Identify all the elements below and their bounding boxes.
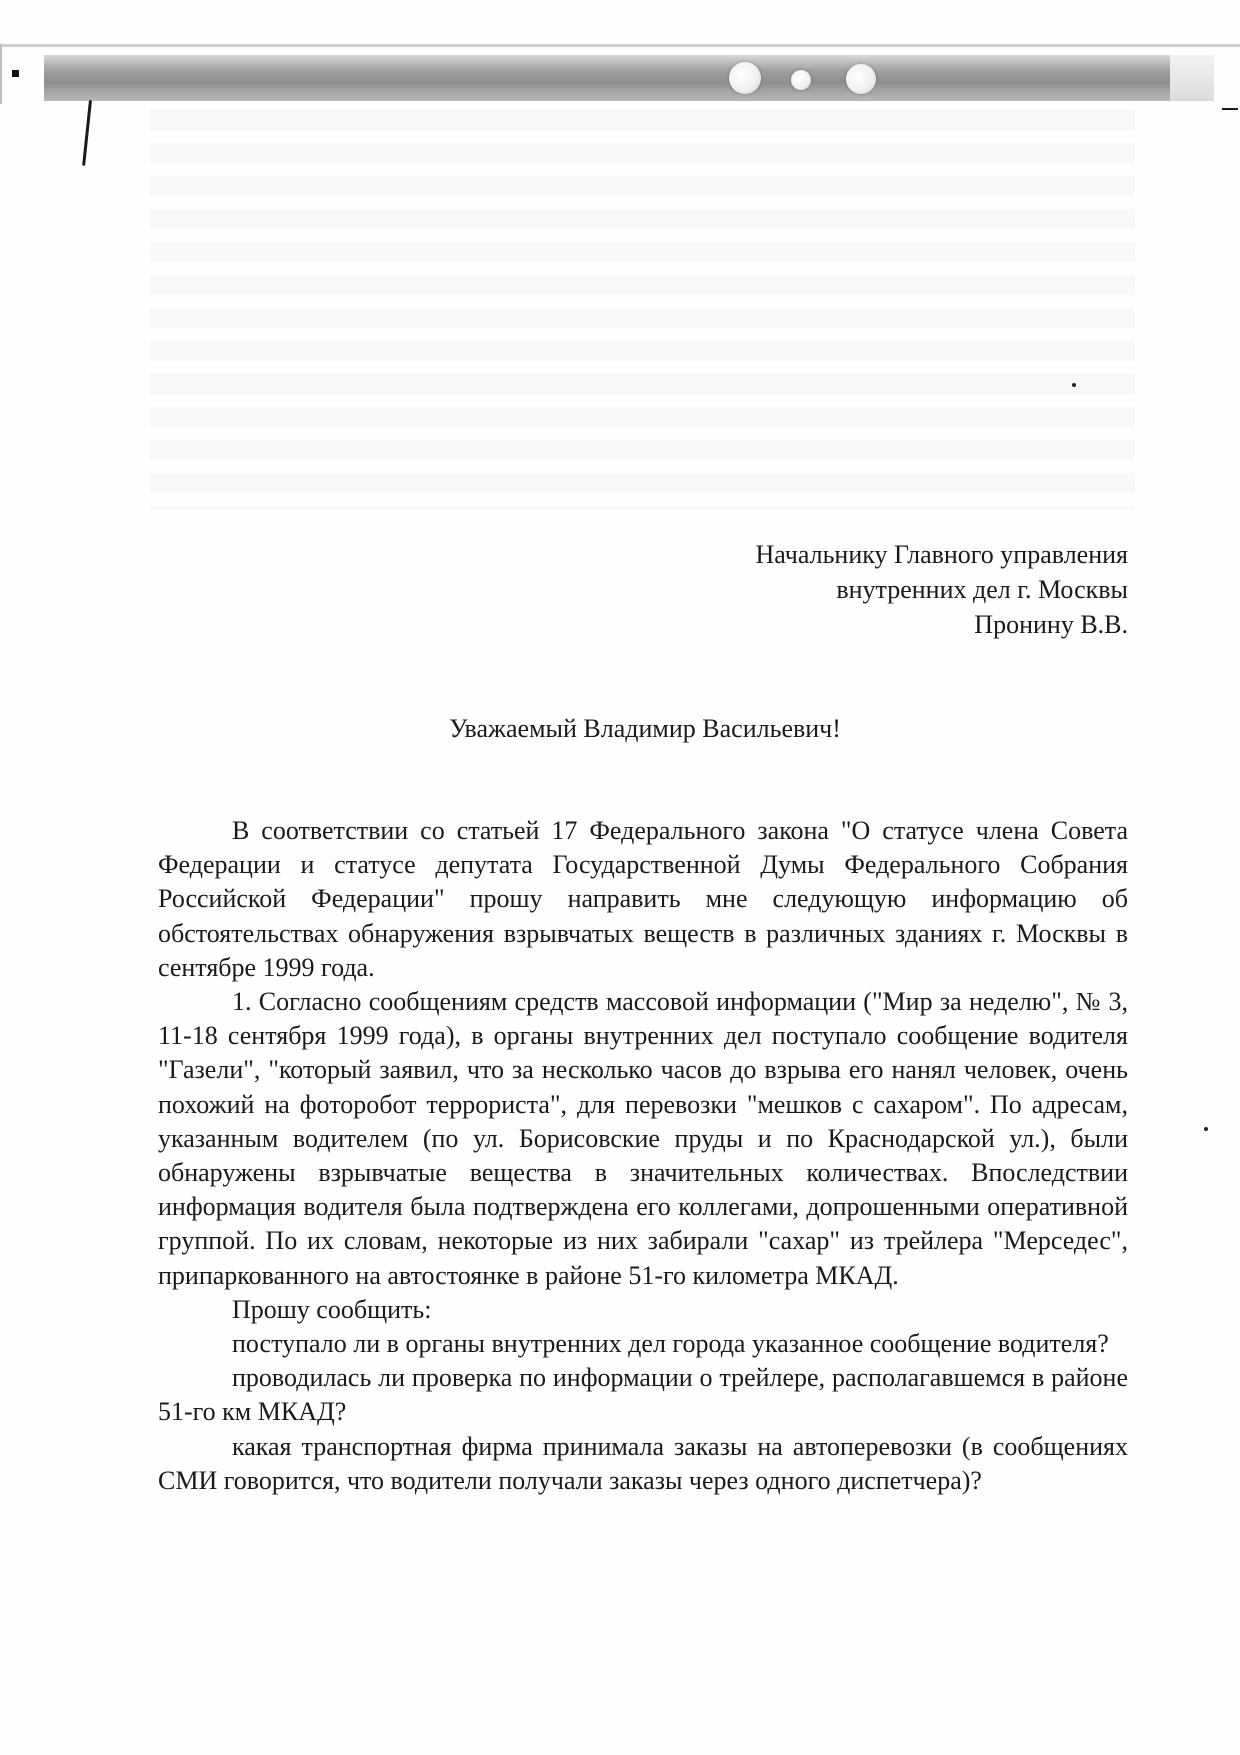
paragraph: проводилась ли проверка по информации о трейлере, располагавшемся в районе 51-го км МКАД? [158,1363,1128,1427]
paragraph: В соответствии со статьей 17 Федерального закона "О статусе члена Совета Федерации и статусе депутата Государственной Думы Федерального Собрания Российской Федерации" прошу направить мне следующую информацию об обстоятельствах обнаружения взрывчатых веществ в различных зданиях г. Москвы в сентябре 1999 года. [158,816,1128,982]
scanner-marker [12,70,19,77]
punch-hole-left [729,62,761,94]
punch-hole-center [791,70,811,90]
bleed-through-text [150,110,1135,510]
salutation: Уважаемый Владимир Васильевич! [449,714,841,743]
margin-tick [1222,108,1238,110]
paragraph: какая транспортная фирма принимала заказы на автоперевозки (в сообщениях СМИ говорится, что водители получали заказы через одного диспетчера)? [158,1431,1128,1495]
addressee-line: Начальнику Главного управления [755,540,1128,569]
scanner-frame-edge [0,44,2,104]
paragraph: Прошу сообщить: [232,1294,432,1324]
scanner-frame-line [0,44,1240,47]
scanner-top-bar-end [1170,55,1214,101]
scanner-top-bar [44,55,1214,101]
addressee-line: Пронину В.В. [974,610,1128,639]
paragraph: 1. Согласно сообщениям средств массовой информации ("Мир за неделю", № 3, 11-18 сентября 1999 года), в органы внутренних дел поступало сообщение водителя "Газели", "который заявил, что за несколько часов до взрыва его нанял человек, очень похожий на фоторобот террориста", для перевозки "мешков с сахаром". По адресам, указанным водителем (по ул. Борисовские пруды и по Краснодарской ул.), были обнаружены взрывчатые вещества в значительных количествах. Впоследствии информация водителя была подтверждена его коллегами, допрошенными оперативной группой. По их словам, некоторые из них забирали "сахар" из трейлера "Мерседес", припаркованного на автостоянке в районе 51-го километра МКАД. [158,987,1128,1290]
addressee-line: внутренних дел г. Москвы [836,575,1128,604]
paragraph: поступало ли в органы внутренних дел города указанное сообщение водителя? [232,1329,1109,1359]
scan-speck [1204,1127,1208,1131]
pen-mark [82,100,92,166]
punch-hole-right [846,64,876,94]
addressee-block [755,537,1128,642]
letter-body [158,814,1128,1498]
scan-speck [1072,383,1076,387]
